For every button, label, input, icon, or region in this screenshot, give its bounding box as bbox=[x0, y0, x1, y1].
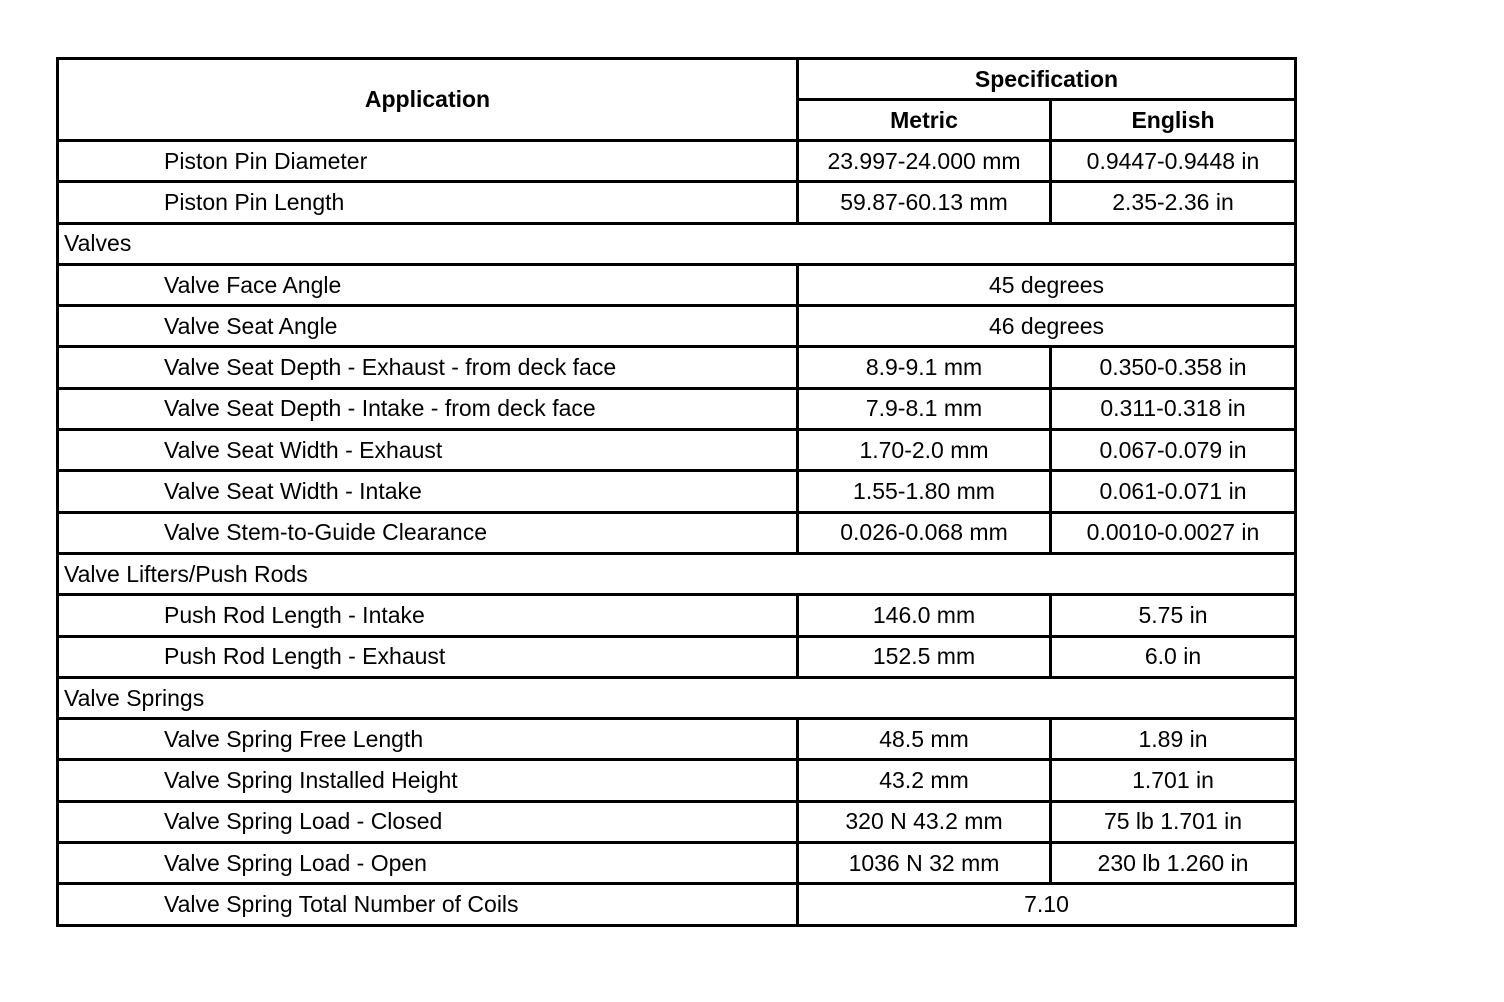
english-cell: 75 lb 1.701 in bbox=[1051, 801, 1296, 842]
application-cell: Valve Seat Depth - Intake - from deck face bbox=[58, 388, 798, 429]
specification-cell: 7.10 bbox=[798, 884, 1296, 925]
group-row bbox=[58, 677, 1296, 718]
table-row bbox=[58, 636, 1296, 677]
metric-cell: 8.9-9.1 mm bbox=[798, 347, 1051, 388]
group-label: Valve Lifters/Push Rods bbox=[58, 553, 1296, 594]
english-cell: 5.75 in bbox=[1051, 595, 1296, 636]
metric-cell: 1.70-2.0 mm bbox=[798, 430, 1051, 471]
header-row-top bbox=[58, 59, 1296, 100]
group-label: Valves bbox=[58, 223, 1296, 264]
table-row bbox=[58, 719, 1296, 760]
table-row bbox=[58, 306, 1296, 347]
metric-cell: 23.997-24.000 mm bbox=[798, 141, 1051, 182]
metric-cell: 1036 N 32 mm bbox=[798, 843, 1051, 884]
table-row bbox=[58, 141, 1296, 182]
english-cell: 0.311-0.318 in bbox=[1051, 388, 1296, 429]
english-cell: 0.9447-0.9448 in bbox=[1051, 141, 1296, 182]
table-row bbox=[58, 512, 1296, 553]
table-row bbox=[58, 801, 1296, 842]
table-row bbox=[58, 347, 1296, 388]
metric-cell: 152.5 mm bbox=[798, 636, 1051, 677]
metric-cell: 43.2 mm bbox=[798, 760, 1051, 801]
application-cell: Valve Spring Installed Height bbox=[58, 760, 798, 801]
application-cell: Valve Stem-to-Guide Clearance bbox=[58, 512, 798, 553]
english-cell: 0.0010-0.0027 in bbox=[1051, 512, 1296, 553]
group-row bbox=[58, 223, 1296, 264]
table-row bbox=[58, 843, 1296, 884]
metric-cell: 1.55-1.80 mm bbox=[798, 471, 1051, 512]
specification-table bbox=[56, 57, 1297, 927]
metric-header: Metric bbox=[798, 100, 1051, 141]
english-cell: 230 lb 1.260 in bbox=[1051, 843, 1296, 884]
application-cell: Piston Pin Length bbox=[58, 182, 798, 223]
metric-cell: 320 N 43.2 mm bbox=[798, 801, 1051, 842]
table-row bbox=[58, 595, 1296, 636]
specification-header: Specification bbox=[798, 59, 1296, 100]
application-cell: Valve Seat Width - Exhaust bbox=[58, 430, 798, 471]
english-cell: 0.061-0.071 in bbox=[1051, 471, 1296, 512]
application-cell: Valve Seat Width - Intake bbox=[58, 471, 798, 512]
metric-cell: 59.87-60.13 mm bbox=[798, 182, 1051, 223]
english-cell: 0.350-0.358 in bbox=[1051, 347, 1296, 388]
application-cell: Valve Spring Load - Open bbox=[58, 843, 798, 884]
table-row bbox=[58, 760, 1296, 801]
application-cell: Valve Seat Angle bbox=[58, 306, 798, 347]
english-cell: 0.067-0.079 in bbox=[1051, 430, 1296, 471]
application-cell: Valve Spring Load - Closed bbox=[58, 801, 798, 842]
group-row bbox=[58, 553, 1296, 594]
english-cell: 1.89 in bbox=[1051, 719, 1296, 760]
specification-cell: 45 degrees bbox=[798, 264, 1296, 305]
application-cell: Valve Spring Total Number of Coils bbox=[58, 884, 798, 925]
metric-cell: 7.9-8.1 mm bbox=[798, 388, 1051, 429]
table-row bbox=[58, 182, 1296, 223]
table-row bbox=[58, 388, 1296, 429]
table-body bbox=[58, 141, 1296, 926]
specification-cell: 46 degrees bbox=[798, 306, 1296, 347]
application-cell: Valve Face Angle bbox=[58, 264, 798, 305]
application-cell: Valve Spring Free Length bbox=[58, 719, 798, 760]
application-cell: Valve Seat Depth - Exhaust - from deck face bbox=[58, 347, 798, 388]
metric-cell: 0.026-0.068 mm bbox=[798, 512, 1051, 553]
english-cell: 1.701 in bbox=[1051, 760, 1296, 801]
application-cell: Piston Pin Diameter bbox=[58, 141, 798, 182]
table-row bbox=[58, 264, 1296, 305]
application-cell: Push Rod Length - Intake bbox=[58, 595, 798, 636]
application-cell: Push Rod Length - Exhaust bbox=[58, 636, 798, 677]
table-row bbox=[58, 884, 1296, 925]
metric-cell: 146.0 mm bbox=[798, 595, 1051, 636]
table-row bbox=[58, 430, 1296, 471]
english-cell: 6.0 in bbox=[1051, 636, 1296, 677]
table-row bbox=[58, 471, 1296, 512]
group-label: Valve Springs bbox=[58, 677, 1296, 718]
english-cell: 2.35-2.36 in bbox=[1051, 182, 1296, 223]
english-header: English bbox=[1051, 100, 1296, 141]
metric-cell: 48.5 mm bbox=[798, 719, 1051, 760]
application-header: Application bbox=[58, 59, 798, 141]
